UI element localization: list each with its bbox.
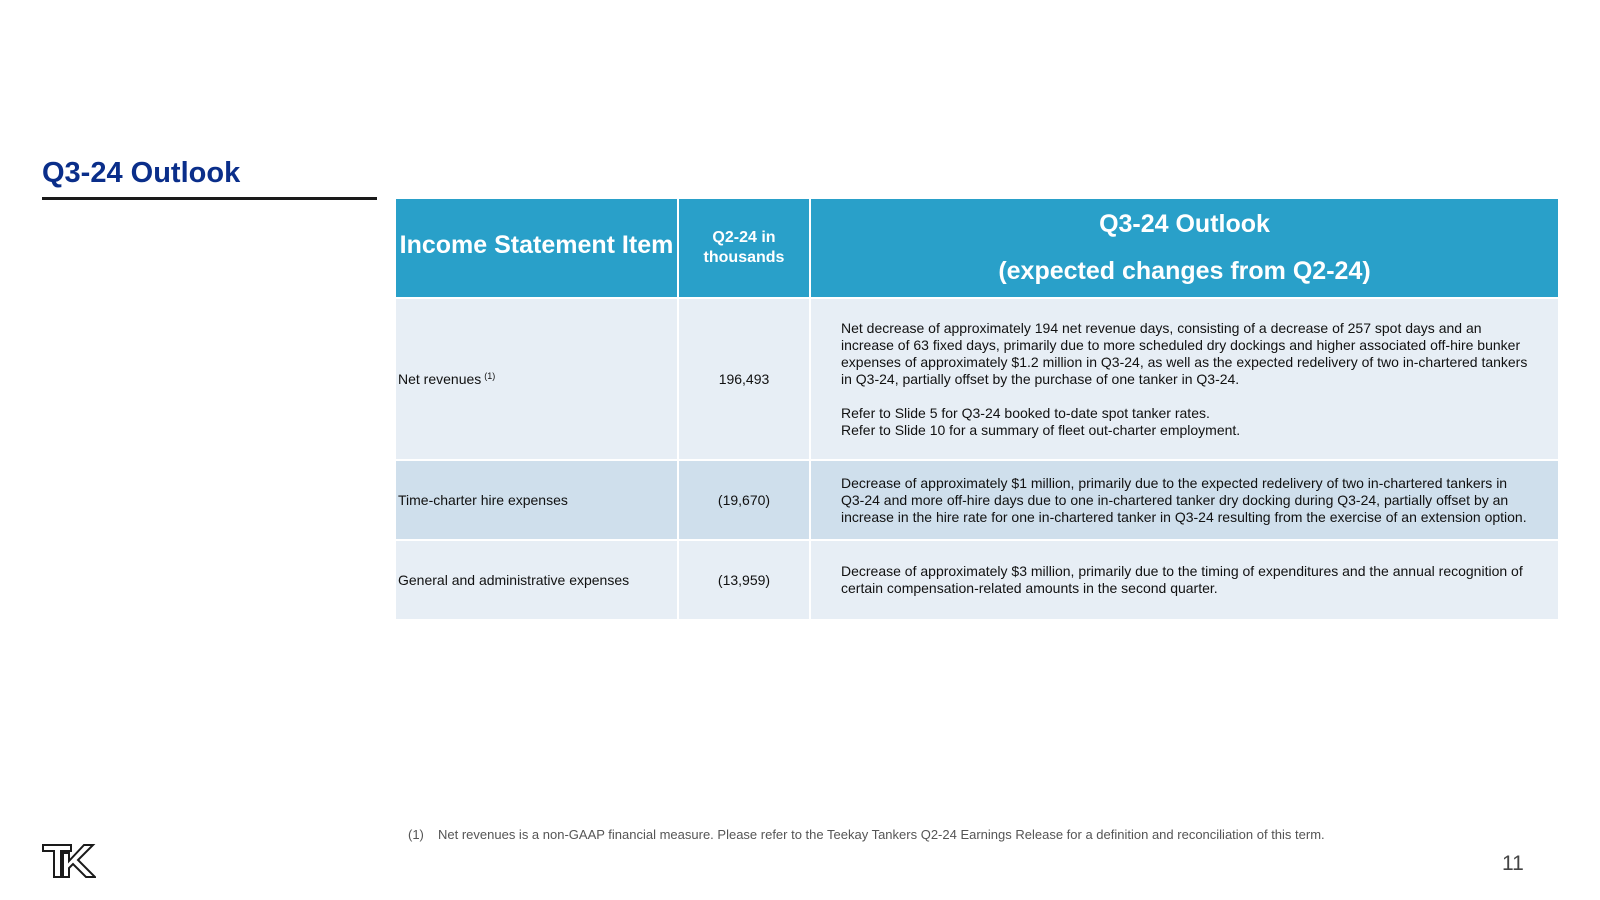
header-q3-24-outlook bbox=[810, 199, 1558, 298]
table-row-time-charter bbox=[396, 460, 1558, 540]
row-description bbox=[810, 540, 1558, 620]
footnote-text: Net revenues is a non-GAAP financial measure. Please refer to the Teekay Tankers Q2-24 Earnings Release for a definition and reconciliation of this term. bbox=[438, 827, 1325, 842]
header-outlook-title: Q3-24 Outlook bbox=[1099, 210, 1270, 238]
description-paragraph: Refer to Slide 10 for a summary of fleet out-charter employment. bbox=[841, 421, 1241, 438]
row-item-cell bbox=[396, 298, 678, 460]
table-row-general-admin bbox=[396, 540, 1558, 620]
row-item-label: Net revenues bbox=[398, 370, 482, 387]
title-underline bbox=[42, 197, 377, 200]
description-paragraph: Decrease of approximately $1 million, primarily due to the expected redelivery of two in-chartered tankers in Q3-24 and more off-hire days due to one in-chartered tanker dry docking during Q3-24, partially offset by an increase in the hire rate for one in-chartered tanker in Q3-24 resulting from the exercise of an extension option. bbox=[841, 474, 1527, 525]
row-value: (19,670) bbox=[678, 460, 810, 540]
header-income-statement-item: Income Statement Item bbox=[396, 199, 678, 298]
table-header-row bbox=[396, 199, 1558, 298]
row-value: (13,959) bbox=[678, 540, 810, 620]
paragraph-spacer bbox=[841, 388, 1528, 405]
outlook-table bbox=[396, 199, 1558, 621]
description-paragraph: Net decrease of approximately 194 net revenue days, consisting of a decrease of 257 spot days and an increase of 63 fixed days, primarily due to more scheduled dry dockings and higher associated off-hire bunker expenses of approximately $1.2 million in Q3-24, as well as the expected redelivery of two in-chartered tankers in Q3-24, partially offset by the purchase of one tanker in Q3-24. bbox=[841, 319, 1528, 387]
description-paragraph: Decrease of approximately $3 million, primarily due to the timing of expenditures and the annual recognition of certain compensation-related amounts in the second quarter. bbox=[841, 563, 1523, 596]
teekay-tk-logo-icon bbox=[42, 844, 96, 878]
footnote-marker: (1) bbox=[408, 827, 424, 842]
table-row-net-revenues bbox=[396, 298, 1558, 460]
header-outlook-subtitle: (expected changes from Q2-24) bbox=[998, 257, 1371, 285]
footnote-reference: (1) bbox=[484, 370, 496, 381]
header-q2-24-thousands: Q2-24 in thousands bbox=[678, 199, 810, 298]
row-value: 196,493 bbox=[678, 298, 810, 460]
row-item-label: Time-charter hire expenses bbox=[396, 460, 678, 540]
row-description bbox=[810, 460, 1558, 540]
page-title: Q3-24 Outlook bbox=[42, 157, 241, 189]
row-description bbox=[810, 298, 1558, 460]
description-paragraph: Refer to Slide 5 for Q3-24 booked to-date spot tanker rates. bbox=[841, 404, 1210, 421]
footnote bbox=[408, 827, 1325, 842]
page-number: 11 bbox=[1502, 852, 1524, 875]
row-item-label: General and administrative expenses bbox=[396, 540, 678, 620]
